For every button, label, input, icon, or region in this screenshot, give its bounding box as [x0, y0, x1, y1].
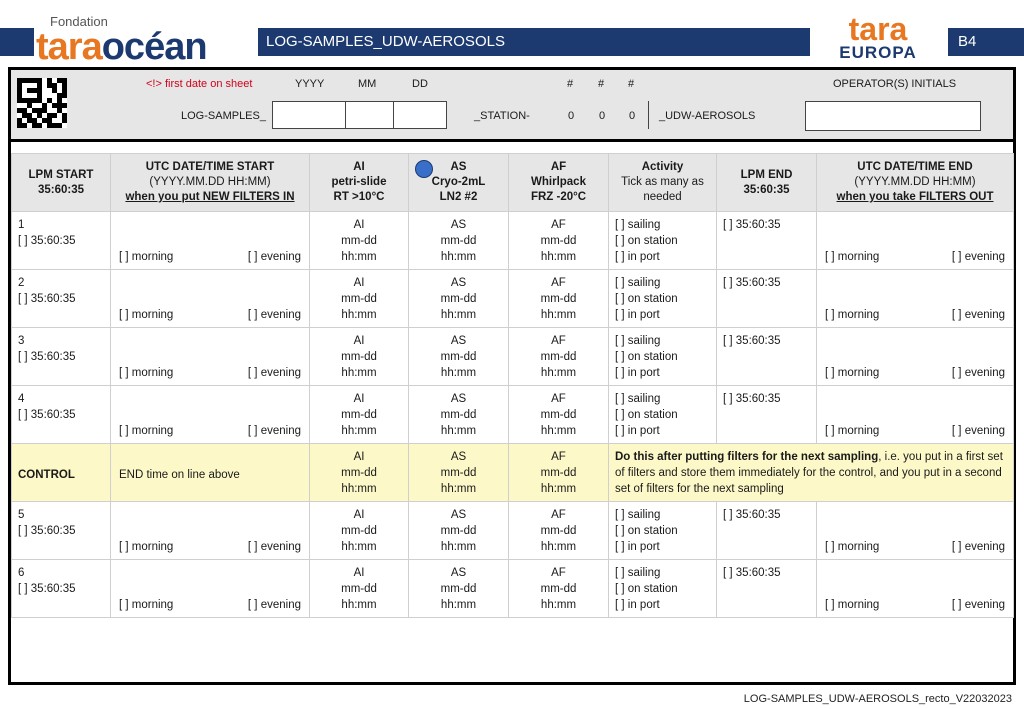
- sample-cell[interactable]: AF mm-dd hh:mm: [509, 560, 609, 618]
- hash-label-3: #: [628, 78, 635, 90]
- sample-cell[interactable]: AI mm-dd hh:mm: [310, 560, 409, 618]
- row-lpm-end-cell[interactable]: [ ] 35:60:35: [717, 386, 817, 444]
- control-instructions: Do this after putting filters for the next sampling, i.e. you put in a first set of filters and store them immediately for the control, and you put in a second set of filters for the next sampling: [609, 444, 1014, 502]
- station-divider: [648, 101, 649, 129]
- row-utc-start-cell[interactable]: [111, 328, 310, 386]
- row-activity-cell[interactable]: [ ] sailing [ ] on station [ ] in port: [609, 270, 717, 328]
- end-morning-checkbox[interactable]: [ ] morning: [825, 309, 880, 321]
- operator-initials-label: OPERATOR(S) INITIALS: [833, 78, 957, 90]
- table-header-row: [12, 154, 1014, 212]
- station-label: _STATION-: [474, 110, 530, 122]
- col-lpm-end: LPM END 35:60:35: [717, 154, 817, 212]
- logo-wordmark: taraocéan: [36, 26, 207, 68]
- sample-cell[interactable]: AF mm-dd hh:mm: [509, 328, 609, 386]
- row-utc-start-cell[interactable]: [111, 270, 310, 328]
- qr-code-icon: [17, 78, 67, 128]
- row-activity-cell[interactable]: [ ] sailing [ ] on station [ ] in port: [609, 328, 717, 386]
- morning-checkbox[interactable]: [ ] morning: [119, 599, 174, 611]
- table-row: [12, 386, 1014, 444]
- row-utc-start-cell[interactable]: [111, 386, 310, 444]
- row-activity-cell[interactable]: [ ] sailing [ ] on station [ ] in port: [609, 386, 717, 444]
- sample-prefix: LOG-SAMPLES_: [181, 110, 266, 122]
- end-morning-checkbox[interactable]: [ ] morning: [825, 251, 880, 263]
- evening-checkbox[interactable]: [ ] evening: [247, 251, 301, 263]
- operator-initials-field[interactable]: [805, 101, 981, 131]
- hash-label-1: #: [567, 78, 574, 90]
- evening-checkbox[interactable]: [ ] evening: [247, 425, 301, 437]
- row-activity-cell[interactable]: [ ] sailing [ ] on station [ ] in port: [609, 560, 717, 618]
- table-row: [12, 560, 1014, 618]
- yyyy-label: YYYY: [295, 78, 325, 90]
- sample-cell[interactable]: AS mm-dd hh:mm: [409, 386, 509, 444]
- row-lpm-start-cell[interactable]: 4 [ ] 35:60:35: [12, 386, 111, 444]
- station-digit-1[interactable]: 0: [568, 110, 575, 122]
- row-utc-end-cell[interactable]: [817, 328, 1014, 386]
- col-utc-end: UTC DATE/TIME END (YYYY.MM.DD HH:MM) when you take FILTERS OUT: [817, 154, 1014, 212]
- day-field[interactable]: [393, 101, 447, 129]
- col-utc-start: UTC DATE/TIME START (YYYY.MM.DD HH:MM) when you put NEW FILTERS IN: [111, 154, 310, 212]
- page-code-badge: B4: [948, 28, 1024, 56]
- end-morning-checkbox[interactable]: [ ] morning: [825, 599, 880, 611]
- header-left-bar: [0, 28, 34, 56]
- row-lpm-end-cell[interactable]: [ ] 35:60:35: [717, 502, 817, 560]
- row-activity-cell[interactable]: [ ] sailing [ ] on station [ ] in port: [609, 502, 717, 560]
- hash-label-2: #: [598, 78, 605, 90]
- control-label: CONTROL: [12, 444, 111, 502]
- end-evening-checkbox[interactable]: [ ] evening: [951, 367, 1005, 379]
- document-footer: LOG-SAMPLES_UDW-AEROSOLS_recto_V22032023: [743, 693, 1012, 705]
- sampling-log-table: [11, 153, 1014, 678]
- sample-cell[interactable]: AF mm-dd hh:mm: [509, 386, 609, 444]
- row-utc-end-cell[interactable]: [817, 560, 1014, 618]
- first-date-note: <!> first date on sheet: [146, 78, 253, 90]
- row-lpm-start-cell[interactable]: 6 [ ] 35:60:35: [12, 560, 111, 618]
- table-row: [12, 502, 1014, 560]
- sample-cell[interactable]: AI mm-dd hh:mm: [310, 386, 409, 444]
- row-utc-end-cell[interactable]: [817, 270, 1014, 328]
- row-activity-cell[interactable]: [ ] sailing [ ] on station [ ] in port: [609, 212, 717, 270]
- evening-checkbox[interactable]: [ ] evening: [247, 541, 301, 553]
- end-morning-checkbox[interactable]: [ ] morning: [825, 425, 880, 437]
- form-frame: [8, 67, 1016, 685]
- tara-europa-logo: tara EUROPA: [839, 11, 917, 62]
- row-lpm-start-cell[interactable]: 1 [ ] 35:60:35: [12, 212, 111, 270]
- sample-cell[interactable]: AS mm-dd hh:mm: [409, 502, 509, 560]
- table-row: [12, 328, 1014, 386]
- row-utc-start-cell[interactable]: [111, 212, 310, 270]
- col-ai: AI petri-slide RT >10°C: [310, 154, 409, 212]
- row-utc-end-cell[interactable]: [817, 502, 1014, 560]
- row-utc-end-cell[interactable]: [817, 386, 1014, 444]
- mm-label: MM: [358, 78, 377, 90]
- col-lpm-start: LPM START 35:60:35: [12, 154, 111, 212]
- morning-checkbox[interactable]: [ ] morning: [119, 425, 174, 437]
- dd-label: DD: [412, 78, 428, 90]
- end-morning-checkbox[interactable]: [ ] morning: [825, 367, 880, 379]
- sample-cell[interactable]: AF mm-dd hh:mm: [509, 270, 609, 328]
- blue-dot-marker: [415, 160, 433, 178]
- row-lpm-end-cell[interactable]: [ ] 35:60:35: [717, 560, 817, 618]
- sample-cell[interactable]: AF mm-dd hh:mm: [509, 444, 609, 502]
- row-lpm-start-cell[interactable]: 3 [ ] 35:60:35: [12, 328, 111, 386]
- sample-cell[interactable]: AI mm-dd hh:mm: [310, 328, 409, 386]
- row-lpm-end-cell[interactable]: [ ] 35:60:35: [717, 270, 817, 328]
- row-utc-start-cell[interactable]: [111, 560, 310, 618]
- station-digit-3[interactable]: 0: [629, 110, 636, 122]
- col-af: AF Whirlpack FRZ -20°C: [509, 154, 609, 212]
- row-utc-end-cell[interactable]: [817, 212, 1014, 270]
- empty-row: [12, 618, 1014, 678]
- row-lpm-start-cell[interactable]: 2 [ ] 35:60:35: [12, 270, 111, 328]
- morning-checkbox[interactable]: [ ] morning: [119, 251, 174, 263]
- evening-checkbox[interactable]: [ ] evening: [247, 599, 301, 611]
- tara-ocean-logo: [36, 14, 246, 68]
- end-evening-checkbox[interactable]: [ ] evening: [951, 251, 1005, 263]
- row-lpm-end-cell[interactable]: [ ] 35:60:35: [717, 328, 817, 386]
- document-title: LOG-SAMPLES_UDW-AEROSOLS: [258, 28, 810, 56]
- station-digit-2[interactable]: 0: [599, 110, 606, 122]
- evening-checkbox[interactable]: [ ] evening: [247, 309, 301, 321]
- sample-cell[interactable]: AS mm-dd hh:mm: [409, 560, 509, 618]
- morning-checkbox[interactable]: [ ] morning: [119, 541, 174, 553]
- morning-checkbox[interactable]: [ ] morning: [119, 367, 174, 379]
- sample-cell[interactable]: AS mm-dd hh:mm: [409, 444, 509, 502]
- end-evening-checkbox[interactable]: [ ] evening: [951, 309, 1005, 321]
- morning-checkbox[interactable]: [ ] morning: [119, 309, 174, 321]
- sample-cell[interactable]: AI mm-dd hh:mm: [310, 270, 409, 328]
- control-row: [12, 444, 1014, 502]
- col-as: AS Cryo-2mL LN2 #2: [409, 154, 509, 212]
- sample-cell[interactable]: AS mm-dd hh:mm: [409, 270, 509, 328]
- sample-id-section: [11, 70, 1013, 142]
- end-evening-checkbox[interactable]: [ ] evening: [951, 425, 1005, 437]
- sample-cell[interactable]: AI mm-dd hh:mm: [310, 212, 409, 270]
- col-activity: Activity Tick as many as needed: [609, 154, 717, 212]
- sample-cell[interactable]: AF mm-dd hh:mm: [509, 502, 609, 560]
- sample-cell[interactable]: AS mm-dd hh:mm: [409, 328, 509, 386]
- row-utc-start-cell[interactable]: [111, 502, 310, 560]
- sample-cell[interactable]: AI mm-dd hh:mm: [310, 444, 409, 502]
- logo-fondation-text: Fondation: [50, 14, 108, 29]
- sample-cell[interactable]: AF mm-dd hh:mm: [509, 212, 609, 270]
- month-field[interactable]: [345, 101, 394, 129]
- end-morning-checkbox[interactable]: [ ] morning: [825, 541, 880, 553]
- row-lpm-start-cell[interactable]: 5 [ ] 35:60:35: [12, 502, 111, 560]
- control-end-time-note: END time on line above: [111, 444, 310, 502]
- sample-cell[interactable]: AS mm-dd hh:mm: [409, 212, 509, 270]
- end-evening-checkbox[interactable]: [ ] evening: [951, 599, 1005, 611]
- sample-cell[interactable]: AI mm-dd hh:mm: [310, 502, 409, 560]
- year-field[interactable]: [272, 101, 346, 129]
- table-row: [12, 212, 1014, 270]
- end-evening-checkbox[interactable]: [ ] evening: [951, 541, 1005, 553]
- evening-checkbox[interactable]: [ ] evening: [247, 367, 301, 379]
- table-row: [12, 270, 1014, 328]
- sample-suffix: _UDW-AEROSOLS: [659, 110, 756, 122]
- row-lpm-end-cell[interactable]: [ ] 35:60:35: [717, 212, 817, 270]
